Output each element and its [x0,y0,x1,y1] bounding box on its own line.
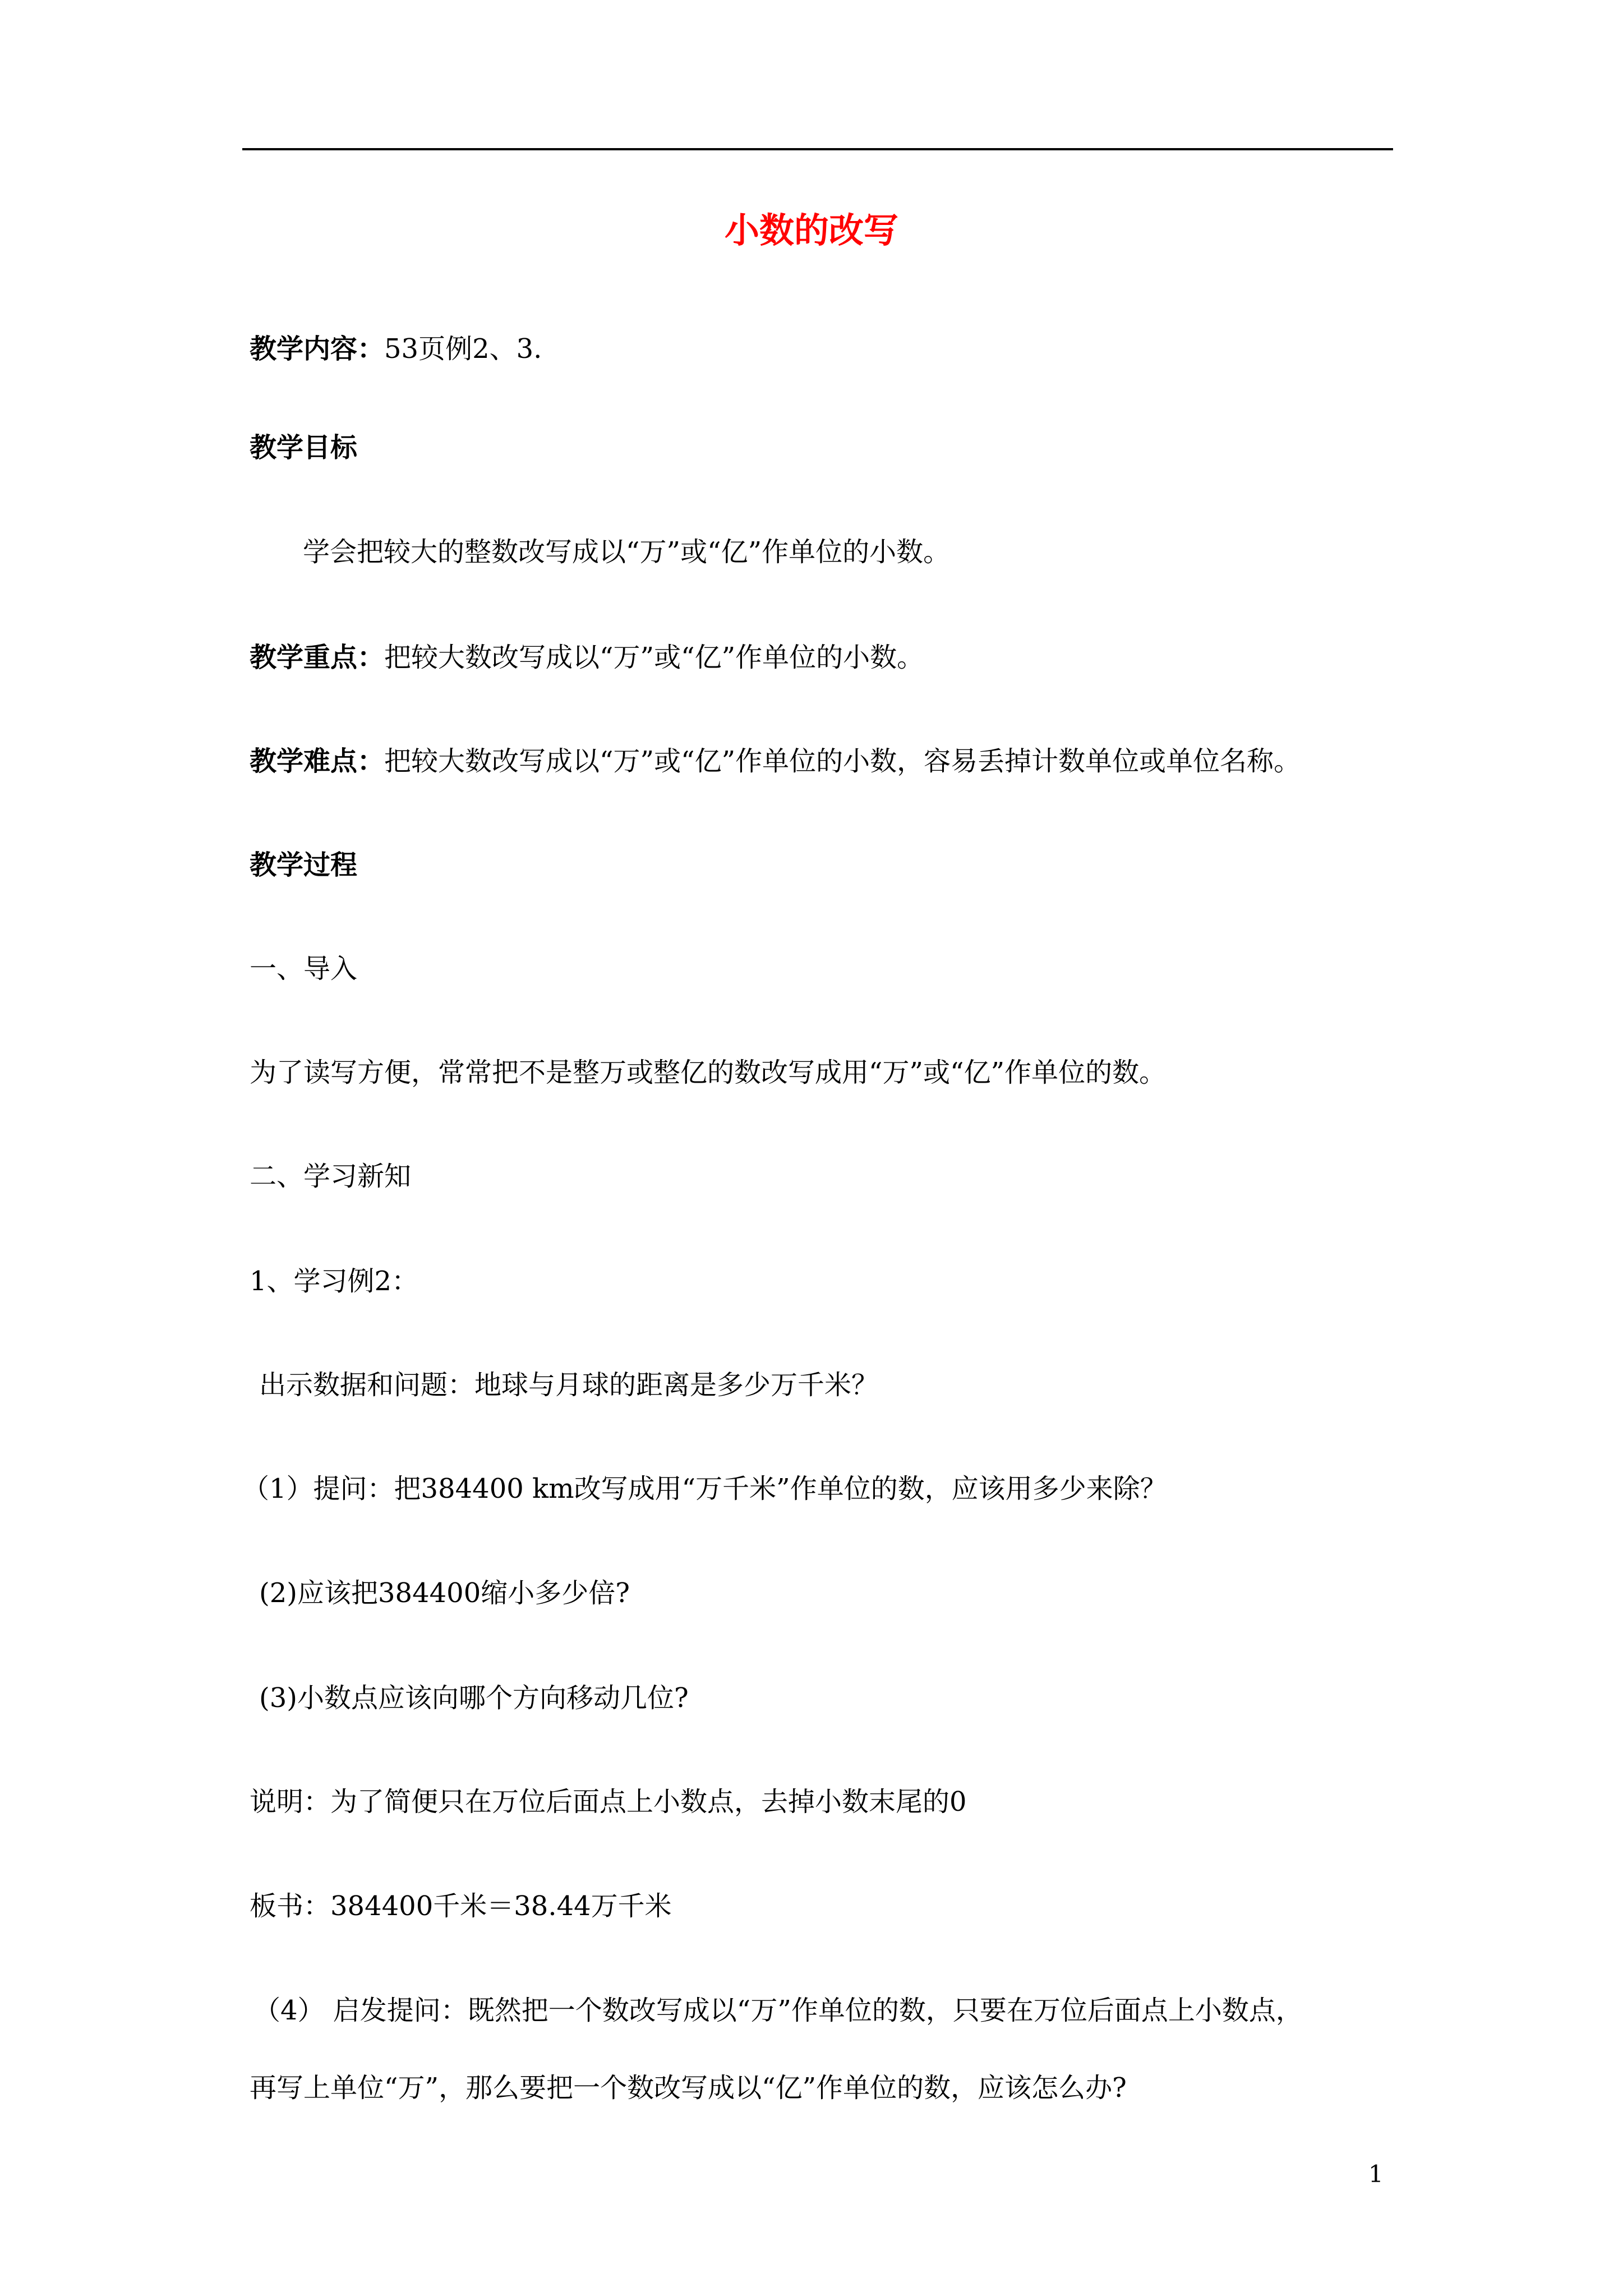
teaching-difficulty-text: 把较大数改写成以“万”或“亿”作单位的小数，容易丢掉计数单位或单位名称。 [384,746,1301,777]
teaching-difficulty-line [250,743,1405,779]
teaching-key-text: 把较大数改写成以“万”或“亿”作单位的小数。 [384,642,924,673]
header-rule [242,148,1393,150]
teaching-key-line [250,639,1405,675]
question-2: (2)应该把384400缩小多少倍? [259,1577,630,1609]
question-3: (3)小数点应该向哪个方向移动几位? [259,1682,689,1714]
section-new-knowledge-heading: 二、学习新知 [250,1161,412,1192]
section-intro-text: 为了读写方便，常常把不是整万或整亿的数改写成用“万”或“亿”作单位的数。 [250,1057,1166,1088]
teaching-difficulty-label: 教学难点： [250,746,385,777]
explanation-text: 说明：为了简便只在万位后面点上小数点，去掉小数末尾的0 [250,1786,967,1818]
question-1: （1）提问：把384400 km改写成用“万千米”作单位的数，应该用多少来除？ [242,1473,1167,1504]
document-title: 小数的改写 [724,210,898,251]
page-number: 1 [1368,2160,1384,2188]
teaching-goal-text: 学会把较大的整数改写成以“万”或“亿”作单位的小数。 [303,536,951,568]
teaching-goal-heading: 教学目标 [250,432,358,463]
teaching-process-heading: 教学过程 [250,849,358,881]
teaching-key-label: 教学重点： [250,642,385,673]
board-writing: 板书：384400千米＝38.44万千米 [250,1890,672,1922]
section-intro-heading: 一、导入 [250,953,358,984]
question-4-line-1: （4） 启发提问：既然把一个数改写成以“万”作单位的数，只要在万位后面点上小数点， [253,1995,1303,2026]
question-4-line-2: 再写上单位“万”，那么要把一个数改写成以“亿”作单位的数，应该怎么办? [250,2072,1127,2104]
teaching-content-label: 教学内容： [250,333,385,365]
teaching-content-line [250,331,1405,367]
teaching-content-text: 53页例2、3. [384,333,542,365]
example2-intro: 出示数据和问题：地球与月球的距离是多少万千米？ [259,1369,879,1401]
example2-heading: 1、学习例2： [250,1266,419,1297]
